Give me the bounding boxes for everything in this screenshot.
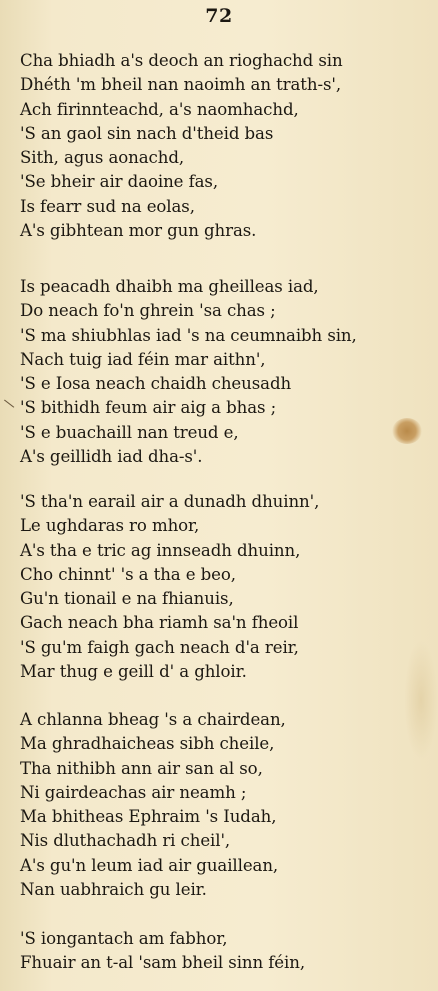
verse-line: Sith, agus aonachd, [20,148,185,168]
verse-line: 'S tha'n earail air a dunadh dhuinn', [20,492,320,511]
verse-line: Le ughdaras ro mhor, [20,516,200,536]
verse-line: 'S e buachaill nan treud e, [20,422,239,442]
verse-line: Nach tuig iad féin mar aithn', [20,349,266,369]
verse-line: 'Se bheir air daoine fas, [20,172,218,192]
verse-line: Ni gairdeachas air neamh ; [20,782,247,802]
verse-line: Ma bhitheas Ephraim 's Iudah, [20,807,277,827]
stanza-5 [20,927,435,976]
verse-line: 'S e Iosa neach chaidh cheusadh [20,374,292,394]
verse-line: 'S bithidh feum air aig a bhas ; [20,398,277,418]
verse-line: Nan uabhraich gu leir. [20,880,207,900]
verse-line: A's tha e tric ag innseadh dhuinn, [20,540,301,560]
verse-line: Gu'n tionail e na fhianuis, [20,589,234,609]
stanza-1 [20,49,435,243]
verse-line: Dhéth 'm bheil nan naoimh an trath-s', [20,75,342,95]
verse-line: Fhuair an t-al 'sam bheil sinn féin, [20,953,306,973]
page-number: 72 [205,5,233,27]
stanza-3 [20,490,435,684]
verse-line: 'S gu'm faigh gach neach d'a reir, [20,637,299,657]
verse-line: Mar thug e geill d' a ghloir. [20,662,247,682]
stanza-4 [20,708,435,902]
verse-line: A's gibhtean mor gun ghras. [20,221,257,241]
verse-line: Is fearr sud na eolas, [20,196,195,216]
verse-line: Nis dluthachadh ri cheil', [20,831,231,851]
verse-line: Cho chinnt' 's a tha e beo, [20,564,236,584]
verse-line: 'S ma shiubhlas iad 's na ceumnaibh sin, [20,325,357,345]
verse-line: Gach neach bha riamh sa'n fheoil [20,613,299,633]
margin-mark: \ [2,396,16,412]
verse-line: Do neach fo'n ghrein 'sa chas ; [20,301,276,321]
stanza-2 [20,275,435,469]
verse-line: A chlanna bheag 's a chairdean, [20,710,286,729]
verse-line: Ach firinnteachd, a's naomhachd, [20,99,299,119]
verse-line: Is peacadh dhaibh ma gheilleas iad, [20,277,319,296]
verse-line: A's geillidh iad dha-s'. [20,447,203,467]
verse-line: Tha nithibh ann air san al so, [20,758,263,778]
verse-line: Ma ghradhaicheas sibh cheile, [20,734,275,754]
verse-line: 'S iongantach am fabhor, [20,929,228,948]
verse-line: 'S an gaol sin nach d'theid bas [20,123,274,143]
verse-line: Cha bhiadh a's deoch an rioghachd sin [20,51,343,70]
verse-line: A's gu'n leum iad air guaillean, [20,855,279,875]
